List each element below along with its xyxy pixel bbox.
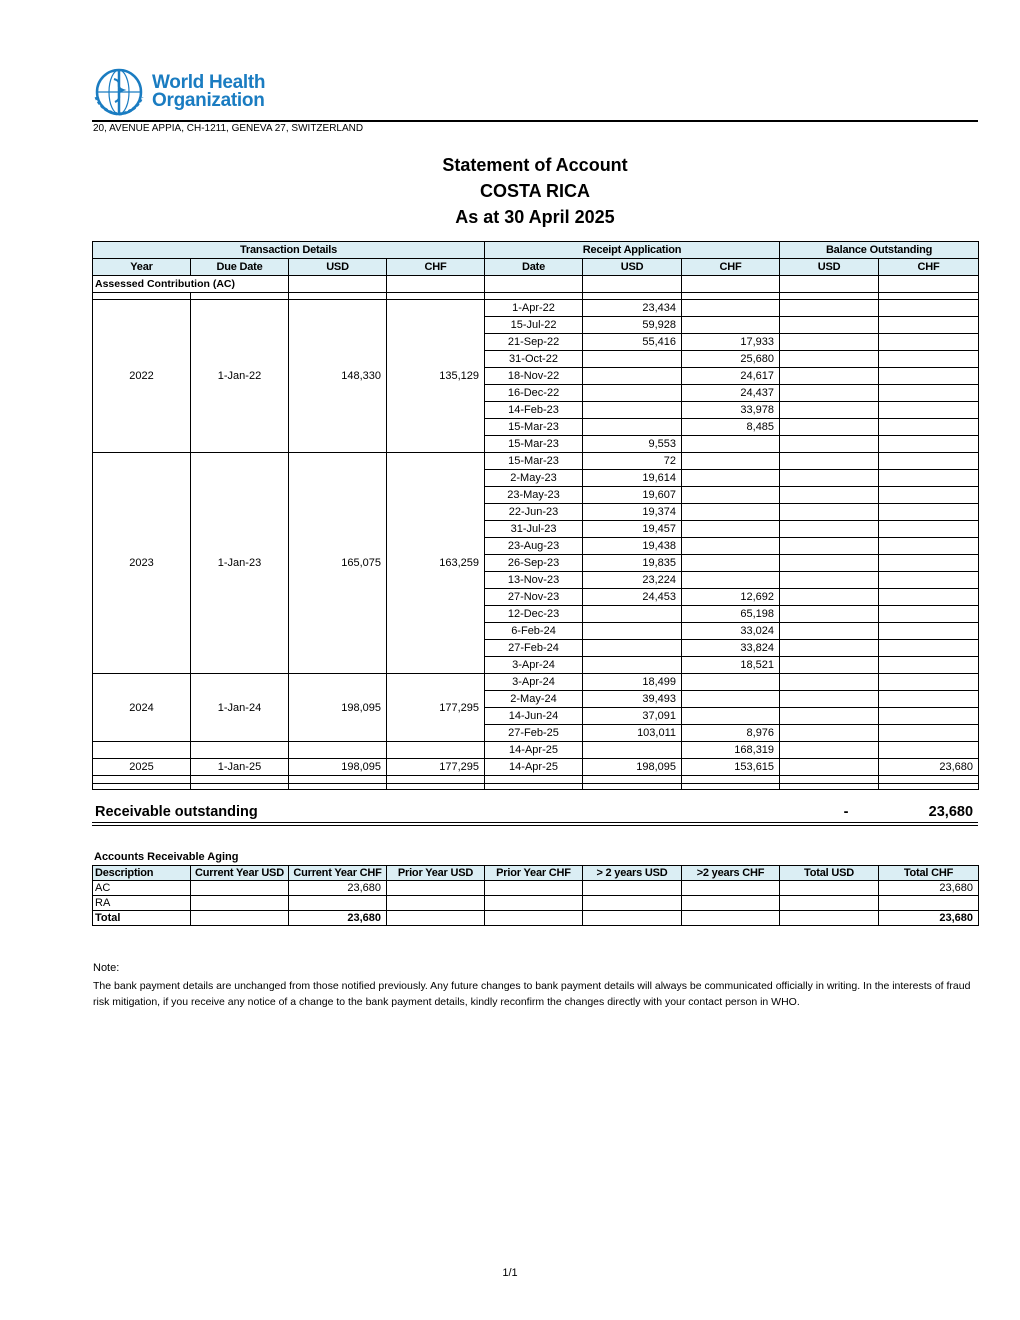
receipt-usd-cell: 19,457 bbox=[583, 521, 682, 538]
receipt-chf-cell bbox=[682, 538, 780, 555]
receipt-chf-cell: 24,617 bbox=[682, 368, 780, 385]
receipt-usd-cell bbox=[583, 657, 682, 674]
assessed-usd-cell: 198,095 bbox=[289, 674, 387, 742]
receipt-date-cell: 21-Sep-22 bbox=[485, 334, 583, 351]
receipt-date-cell: 27-Nov-23 bbox=[485, 589, 583, 606]
note-heading: Note: bbox=[93, 962, 120, 974]
receipt-chf-cell bbox=[682, 674, 780, 691]
balance-cell bbox=[780, 402, 879, 419]
aging-value-cell bbox=[879, 896, 979, 911]
balance-cell bbox=[780, 691, 879, 708]
balance-cell bbox=[780, 708, 879, 725]
group-header-balance: Balance Outstanding bbox=[780, 242, 979, 259]
receipt-usd-cell: 72 bbox=[583, 453, 682, 470]
receipt-chf-cell bbox=[682, 300, 780, 317]
aging-value-cell bbox=[583, 896, 682, 911]
year-cell: 2024 bbox=[93, 674, 191, 742]
receipt-date-cell: 6-Feb-24 bbox=[485, 623, 583, 640]
statement-date: As at 30 April 2025 bbox=[455, 207, 615, 227]
aging-col-header: Total CHF bbox=[879, 866, 979, 881]
balance-cell bbox=[879, 453, 979, 470]
aging-col-header: > 2 years USD bbox=[583, 866, 682, 881]
receipt-date-cell: 3-Apr-24 bbox=[485, 657, 583, 674]
receipt-chf-cell bbox=[682, 317, 780, 334]
balance-cell bbox=[879, 708, 979, 725]
section-label: Assessed Contribution (AC) bbox=[93, 276, 289, 293]
receivable-outstanding-table bbox=[92, 802, 978, 822]
spacer-row bbox=[93, 776, 979, 784]
receipt-date-cell: 13-Nov-23 bbox=[485, 572, 583, 589]
receipt-chf-cell: 12,692 bbox=[682, 589, 780, 606]
receipt-usd-cell: 24,453 bbox=[583, 589, 682, 606]
balance-cell bbox=[780, 487, 879, 504]
aging-value-cell bbox=[387, 881, 485, 896]
balance-cell bbox=[879, 589, 979, 606]
page-number: 1/1 bbox=[502, 1267, 518, 1279]
aging-value-cell bbox=[682, 881, 780, 896]
balance-cell bbox=[879, 606, 979, 623]
balance-cell bbox=[879, 436, 979, 453]
col-header-date: Date bbox=[485, 259, 583, 276]
aging-col-header: Prior Year CHF bbox=[485, 866, 583, 881]
col-header-usd: USD bbox=[289, 259, 387, 276]
balance-cell bbox=[879, 521, 979, 538]
aging-value-cell bbox=[780, 881, 879, 896]
aging-description-cell: AC bbox=[93, 881, 191, 896]
receipt-date-cell: 1-Apr-22 bbox=[485, 300, 583, 317]
balance-cell bbox=[780, 334, 879, 351]
receipt-chf-cell bbox=[682, 572, 780, 589]
balance-cell bbox=[879, 623, 979, 640]
due-date-cell: 1-Jan-24 bbox=[191, 674, 289, 742]
balance-cell bbox=[780, 606, 879, 623]
receipt-usd-cell: 23,224 bbox=[583, 572, 682, 589]
due-date-cell: 1-Jan-22 bbox=[191, 300, 289, 453]
balance-cell bbox=[780, 640, 879, 657]
statement-table bbox=[92, 241, 979, 790]
receipt-date-cell: 23-Aug-23 bbox=[485, 538, 583, 555]
balance-cell bbox=[879, 640, 979, 657]
balance-cell bbox=[780, 385, 879, 402]
aging-table bbox=[92, 865, 979, 926]
receipt-date-cell: 31-Oct-22 bbox=[485, 351, 583, 368]
receipt-chf-cell: 33,024 bbox=[682, 623, 780, 640]
receipt-usd-cell: 19,835 bbox=[583, 555, 682, 572]
receivable-row bbox=[92, 802, 978, 822]
balance-cell bbox=[879, 674, 979, 691]
balance-cell bbox=[879, 317, 979, 334]
aging-value-cell bbox=[485, 896, 583, 911]
aging-title: Accounts Receivable Aging bbox=[94, 851, 239, 863]
receipt-chf-cell bbox=[682, 470, 780, 487]
aging-row bbox=[93, 881, 979, 896]
balance-cell bbox=[879, 572, 979, 589]
aging-value-cell bbox=[485, 881, 583, 896]
receipt-chf-cell bbox=[682, 436, 780, 453]
group-header-transaction: Transaction Details bbox=[93, 242, 485, 259]
balance-cell bbox=[879, 555, 979, 572]
receipt-usd-cell: 9,553 bbox=[583, 436, 682, 453]
receipt-usd-cell bbox=[583, 351, 682, 368]
aging-col-header: Prior Year USD bbox=[387, 866, 485, 881]
who-logo bbox=[92, 66, 272, 118]
aging-value-cell bbox=[780, 911, 879, 926]
aging-value-cell: 23,680 bbox=[879, 881, 979, 896]
balance-cell bbox=[879, 300, 979, 317]
receipt-chf-cell: 17,933 bbox=[682, 334, 780, 351]
balance-cell bbox=[879, 368, 979, 385]
col-header-balance-chf: CHF bbox=[879, 259, 979, 276]
receipt-usd-cell: 19,438 bbox=[583, 538, 682, 555]
receipt-date-cell: 18-Nov-22 bbox=[485, 368, 583, 385]
receivable-rule-2 bbox=[92, 825, 978, 826]
aging-value-cell bbox=[191, 911, 289, 926]
receipt-date-cell: 27-Feb-24 bbox=[485, 640, 583, 657]
receipt-row bbox=[93, 453, 979, 470]
receipt-usd-cell bbox=[583, 640, 682, 657]
col-header-receipt-usd: USD bbox=[583, 259, 682, 276]
receivable-usd: - bbox=[843, 804, 849, 820]
balance-cell bbox=[780, 436, 879, 453]
balance-cell bbox=[780, 351, 879, 368]
receipt-row bbox=[93, 300, 979, 317]
year-cell: 2022 bbox=[93, 300, 191, 453]
aging-row bbox=[93, 911, 979, 926]
receipt-date-cell: 3-Apr-24 bbox=[485, 674, 583, 691]
assessed-usd-cell: 148,330 bbox=[289, 300, 387, 453]
balance-cell bbox=[780, 572, 879, 589]
receipt-chf-cell: 18,521 bbox=[682, 657, 780, 674]
due-date-cell: 1-Jan-23 bbox=[191, 453, 289, 674]
statement-title: Statement of Account bbox=[442, 155, 628, 175]
year-cell: 2023 bbox=[93, 453, 191, 674]
col-header-receipt-chf: CHF bbox=[682, 259, 780, 276]
aging-value-cell bbox=[780, 896, 879, 911]
balance-cell bbox=[780, 300, 879, 317]
receipt-usd-cell: 39,493 bbox=[583, 691, 682, 708]
aging-row bbox=[93, 896, 979, 911]
receipt-date-cell: 2-May-24 bbox=[485, 691, 583, 708]
receipt-chf-cell bbox=[682, 504, 780, 521]
aging-description-cell: RA bbox=[93, 896, 191, 911]
receipt-usd-cell: 37,091 bbox=[583, 708, 682, 725]
receivable-chf: 23,680 bbox=[928, 804, 974, 820]
receipt-usd-cell: 55,416 bbox=[583, 334, 682, 351]
aging-col-header: Current Year CHF bbox=[289, 866, 387, 881]
assessed-usd-cell: 165,075 bbox=[289, 453, 387, 674]
balance-cell bbox=[879, 691, 979, 708]
receipt-usd-cell: 18,499 bbox=[583, 674, 682, 691]
receipt-date-cell: 2-May-23 bbox=[485, 470, 583, 487]
receivable-label: Receivable outstanding bbox=[95, 804, 258, 820]
receipt-chf-cell: 8,485 bbox=[682, 419, 780, 436]
receipt-usd-cell bbox=[583, 385, 682, 402]
column-header-row bbox=[93, 259, 979, 276]
receipt-chf-cell bbox=[682, 521, 780, 538]
receipt-date-cell: 14-Feb-23 bbox=[485, 402, 583, 419]
aging-value-cell bbox=[387, 896, 485, 911]
year-row-2025: 2025 1-Jan-25 198,095 177,295 14-Apr-25 198,095 153,615 23,680 bbox=[93, 759, 979, 776]
member-state: COSTA RICA bbox=[480, 181, 590, 201]
receipt-date-cell: 23-May-23 bbox=[485, 487, 583, 504]
receipt-usd-cell bbox=[583, 623, 682, 640]
who-wordmark: World Health Organization bbox=[152, 72, 266, 111]
who-emblem-icon bbox=[92, 67, 146, 117]
aging-col-header: Current Year USD bbox=[191, 866, 289, 881]
receipt-usd-cell bbox=[583, 368, 682, 385]
balance-cell bbox=[879, 657, 979, 674]
aging-value-cell: 23,680 bbox=[879, 911, 979, 926]
aging-value-cell bbox=[191, 896, 289, 911]
receipt-chf-cell: 65,198 bbox=[682, 606, 780, 623]
receipt-date-cell: 31-Jul-23 bbox=[485, 521, 583, 538]
balance-cell bbox=[879, 351, 979, 368]
note-text: The bank payment details are unchanged from those notified previously. Any future changes to bank payment details will always be communicated officially in writing. In the interests of fraud risk mitigation, if you receive any notice of a change to the bank payment details, kindly reconfirm the changes directly with your contact person in WHO. bbox=[93, 980, 971, 1008]
receipt-date-cell: 14-Jun-24 bbox=[485, 708, 583, 725]
balance-cell bbox=[879, 538, 979, 555]
balance-cell bbox=[780, 453, 879, 470]
balance-cell bbox=[780, 589, 879, 606]
aging-value-cell bbox=[387, 911, 485, 926]
receipt-usd-cell: 103,011 bbox=[583, 725, 682, 742]
receipt-date-cell: 26-Sep-23 bbox=[485, 555, 583, 572]
col-header-due-date: Due Date bbox=[191, 259, 289, 276]
receipt-chf-cell: 8,976 bbox=[682, 725, 780, 742]
balance-cell bbox=[879, 334, 979, 351]
balance-cell bbox=[780, 317, 879, 334]
aging-col-header: Description bbox=[93, 866, 191, 881]
receivable-rule-1 bbox=[92, 822, 978, 823]
balance-cell bbox=[780, 538, 879, 555]
balance-cell bbox=[879, 487, 979, 504]
spacer-row bbox=[93, 784, 979, 790]
receipt-row bbox=[93, 674, 979, 691]
group-header-row bbox=[93, 242, 979, 259]
aging-value-cell bbox=[191, 881, 289, 896]
assessed-chf-cell: 163,259 bbox=[387, 453, 485, 674]
receipt-chf-cell: 24,437 bbox=[682, 385, 780, 402]
balance-cell bbox=[879, 385, 979, 402]
header-rule bbox=[92, 120, 978, 122]
org-address: 20, AVENUE APPIA, CH-1211, GENEVA 27, SWITZERLAND bbox=[93, 123, 364, 134]
receipt-date-cell: 16-Dec-22 bbox=[485, 385, 583, 402]
receipt-chf-cell: 33,978 bbox=[682, 402, 780, 419]
balance-cell bbox=[780, 555, 879, 572]
receipt-usd-cell: 19,607 bbox=[583, 487, 682, 504]
aging-value-cell bbox=[682, 896, 780, 911]
aging-value-cell bbox=[583, 881, 682, 896]
receipt-usd-cell: 19,614 bbox=[583, 470, 682, 487]
aging-value-cell bbox=[485, 911, 583, 926]
aging-value-cell bbox=[682, 911, 780, 926]
receipt-usd-cell: 19,374 bbox=[583, 504, 682, 521]
receipt-usd-cell: 59,928 bbox=[583, 317, 682, 334]
spacer-row bbox=[93, 293, 979, 300]
receipt-date-cell: 15-Mar-23 bbox=[485, 436, 583, 453]
balance-cell bbox=[780, 504, 879, 521]
receipt-date-cell: 15-Jul-22 bbox=[485, 317, 583, 334]
aging-col-header: Total USD bbox=[780, 866, 879, 881]
group-header-receipt: Receipt Application bbox=[485, 242, 780, 259]
balance-cell bbox=[780, 419, 879, 436]
balance-cell bbox=[879, 419, 979, 436]
balance-cell bbox=[879, 402, 979, 419]
balance-cell bbox=[780, 470, 879, 487]
balance-cell bbox=[780, 674, 879, 691]
balance-cell bbox=[879, 470, 979, 487]
receipt-chf-cell bbox=[682, 708, 780, 725]
aging-value-cell bbox=[289, 896, 387, 911]
assessed-chf-cell: 177,295 bbox=[387, 674, 485, 742]
aging-value-cell: 23,680 bbox=[289, 881, 387, 896]
col-header-balance-usd: USD bbox=[780, 259, 879, 276]
receipt-date-cell: 12-Dec-23 bbox=[485, 606, 583, 623]
receipt-chf-cell bbox=[682, 487, 780, 504]
receipt-usd-cell bbox=[583, 402, 682, 419]
aging-value-cell: 23,680 bbox=[289, 911, 387, 926]
aging-header-row bbox=[93, 866, 979, 881]
balance-cell bbox=[780, 521, 879, 538]
receipt-chf-cell: 25,680 bbox=[682, 351, 780, 368]
receipt-date-cell: 15-Mar-23 bbox=[485, 453, 583, 470]
balance-cell bbox=[879, 725, 979, 742]
balance-cell bbox=[780, 725, 879, 742]
balance-cell bbox=[780, 623, 879, 640]
receipt-chf-cell bbox=[682, 453, 780, 470]
col-header-chf: CHF bbox=[387, 259, 485, 276]
aging-description-cell: Total bbox=[93, 911, 191, 926]
aging-value-cell bbox=[583, 911, 682, 926]
receipt-usd-cell bbox=[583, 419, 682, 436]
statement-title-block bbox=[92, 152, 978, 230]
balance-cell bbox=[780, 368, 879, 385]
receipt-chf-cell: 33,824 bbox=[682, 640, 780, 657]
balance-cell bbox=[780, 657, 879, 674]
col-header-year: Year bbox=[93, 259, 191, 276]
receipt-date-cell: 15-Mar-23 bbox=[485, 419, 583, 436]
balance-cell bbox=[879, 504, 979, 521]
receipt-chf-cell bbox=[682, 691, 780, 708]
assessed-chf-cell: 135,129 bbox=[387, 300, 485, 453]
receipt-row: 14-Apr-25 168,319 bbox=[93, 742, 979, 759]
section-row bbox=[93, 276, 979, 293]
receipt-date-cell: 27-Feb-25 bbox=[485, 725, 583, 742]
receipt-usd-cell bbox=[583, 606, 682, 623]
aging-col-header: >2 years CHF bbox=[682, 866, 780, 881]
receipt-chf-cell bbox=[682, 555, 780, 572]
receipt-date-cell: 22-Jun-23 bbox=[485, 504, 583, 521]
receipt-usd-cell: 23,434 bbox=[583, 300, 682, 317]
